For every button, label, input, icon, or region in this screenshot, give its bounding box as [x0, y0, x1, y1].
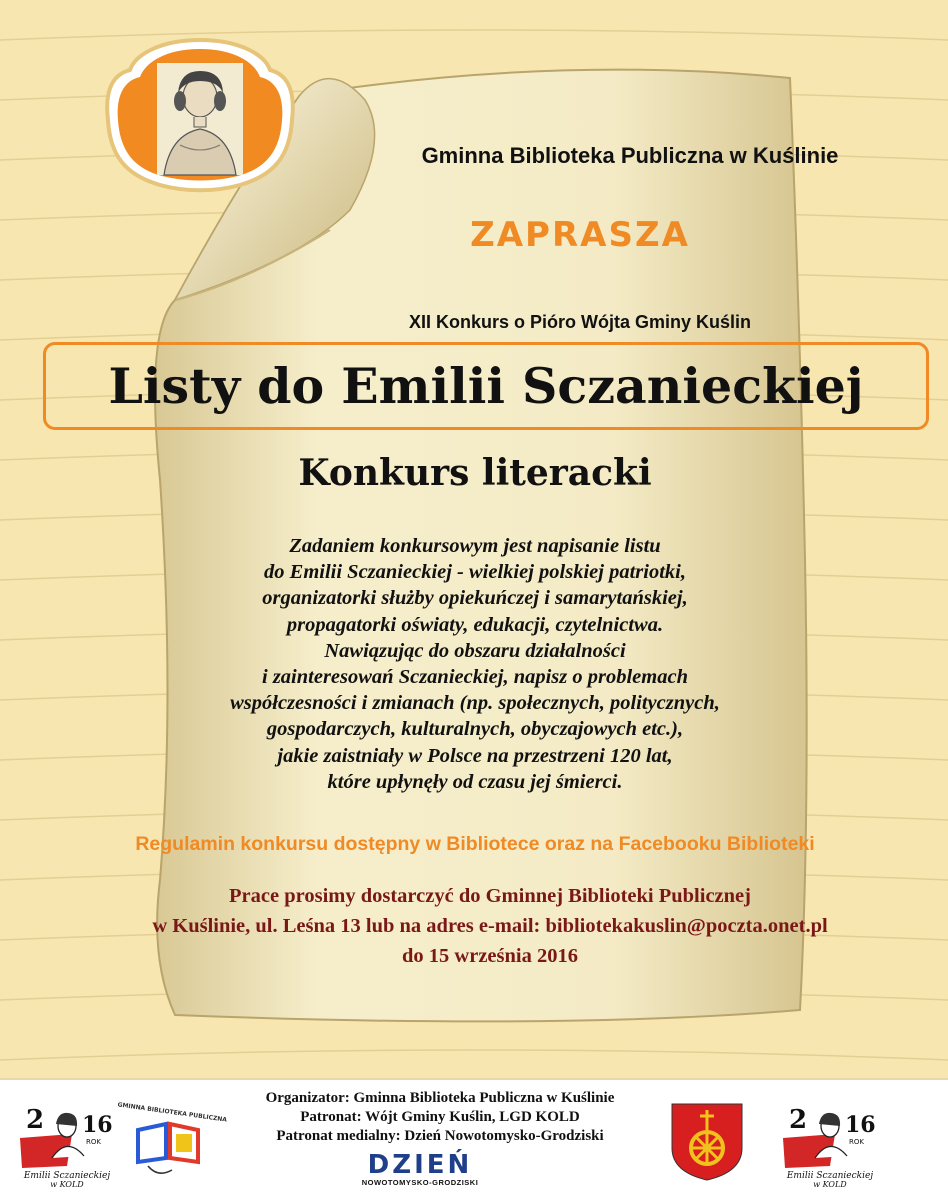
description-line: Zadaniem konkursowym jest napisanie listu: [289, 535, 661, 557]
year-logo-icon: [775, 1098, 885, 1188]
patron-line: Patronat: Wójt Gminy Kuślin, LGD KOLD: [300, 1109, 580, 1125]
description-line: organizatorki służby opiekuńczej i samarytańskiej,: [262, 587, 688, 610]
submission-line: w Kuślinie, ul. Leśna 13 lub na adres e-mail: bibliotekakuslin@poczta.onet.pl: [152, 915, 828, 937]
year-logo-text-b: 16: [845, 1112, 876, 1138]
organizer-line: Organizator: Gminna Biblioteka Publiczna w Kuślinie: [265, 1090, 615, 1106]
submission-info: [60, 881, 920, 971]
year-logo-rok: ROK: [849, 1138, 864, 1146]
year-logo-line1: Emilii Sczanieckiej: [23, 1171, 111, 1181]
regulations-note: Regulamin konkursu dostępny w Bibliotece oraz na Facebooku Biblioteki: [135, 833, 815, 855]
contest-subtitle: Konkurs literacki: [298, 452, 652, 494]
library-logo-icon: [117, 1100, 228, 1182]
description-line: jakie zaistniały w Polsce na przestrzeni 120 lat,: [277, 744, 673, 767]
contest-title: Listy do Emilii Sczanieckiej: [108, 357, 864, 415]
year-logo-rok: ROK: [86, 1138, 101, 1146]
submission-deadline: do 15 września 2016: [402, 945, 578, 967]
dzien-logo: DZIEŃ: [367, 1150, 473, 1180]
year-logo-line2: w KOLD: [813, 1180, 847, 1189]
year-logo-line2: w KOLD: [50, 1180, 84, 1189]
credits: [205, 1089, 675, 1146]
portrait-badge-icon: [100, 35, 300, 195]
media-patron-line: Patronat medialny: Dzień Nowotomysko-Grodziski: [276, 1128, 604, 1144]
year-logo-text-a: 2: [789, 1105, 808, 1135]
contest-number: XII Konkurs o Pióro Wójta Gminy Kuślin: [408, 312, 752, 332]
invite-heading: ZAPRASZA: [470, 215, 690, 255]
description-line: propagatorki oświaty, edukacji, czytelnictwa.: [286, 613, 664, 636]
dzien-logo-subtitle: NOWOTOMYSKO-GRODZISKI: [361, 1178, 479, 1187]
submission-line: Prace prosimy dostarczyć do Gminnej Biblioteki Publicznej: [229, 885, 751, 907]
year-logo-line1: Emilii Sczanieckiej: [786, 1171, 874, 1181]
contest-description: [150, 533, 800, 795]
description-line: współczesności i zmianach (np. społecznych, politycznych,: [230, 692, 720, 715]
year-logo-text-b: 16: [82, 1112, 113, 1138]
description-line: gospodarczych, kulturalnych, obyczajowych etc.),: [266, 718, 684, 741]
coat-of-arms-icon: [668, 1100, 746, 1182]
library-logo-text: GMINNA BIBLIOTEKA PUBLICZNA: [117, 1101, 228, 1124]
library-name: Gminna Biblioteka Publiczna w Kuślinie: [421, 143, 839, 168]
year-logo-icon: [12, 1098, 122, 1188]
footer: [0, 1078, 948, 1200]
description-line: i zainteresowań Sczanieckiej, napisz o problemach: [262, 666, 688, 689]
description-line: Nawiązując do obszaru działalności: [324, 639, 626, 662]
description-line: które upłynęły od czasu jej śmierci.: [327, 770, 623, 793]
description-line: do Emilii Sczanieckiej - wielkiej polskiej patriotki,: [264, 561, 686, 584]
year-logo-text-a: 2: [26, 1105, 45, 1135]
